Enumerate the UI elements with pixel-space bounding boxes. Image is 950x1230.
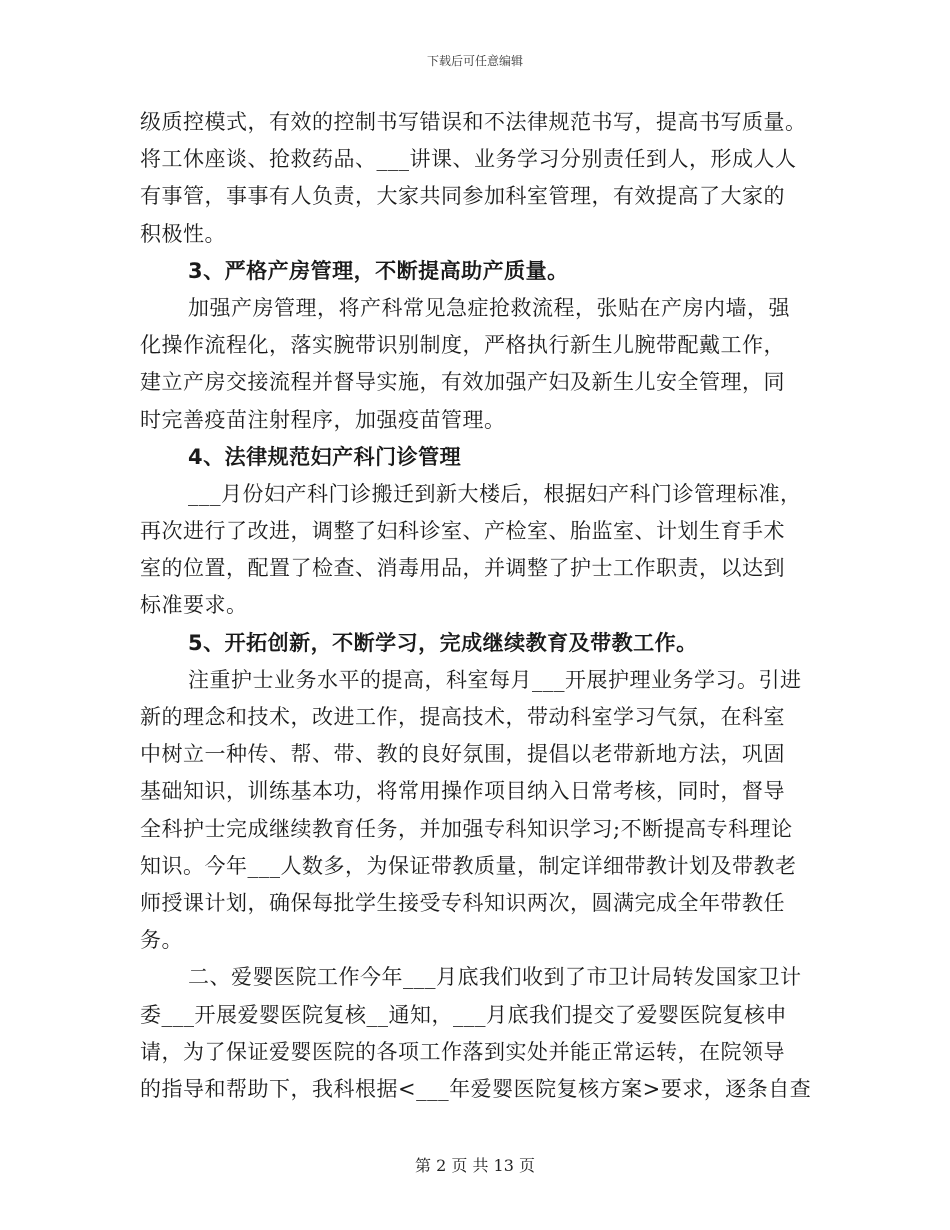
section-heading-5: 5、开拓创新，不断学习，完成继续教育及带教工作。 [188, 630, 698, 655]
body-line-22: 师授课计划，确保每批学生接受专科知识两次，圆满完成全年带教任 [140, 890, 785, 915]
document-body [140, 104, 812, 1108]
body-line-13: 室的位置，配置了检查、消毒用品，并调整了护士工作职责，以达到 [140, 556, 785, 581]
page-header: 下载后可任意编辑 [426, 54, 523, 68]
body-line-7: 化操作流程化，落实腕带识别制度，严格执行新生儿腕带配戴工作， [140, 333, 785, 358]
body-line-24: 二、爱婴医院工作今年___月底我们收到了市卫计局转发国家卫计 [188, 965, 802, 990]
section-heading-3: 3、严格产房管理，不断提高助产质量。 [188, 258, 569, 283]
body-line-23: 务。 [140, 928, 183, 953]
body-line-6: 加强产房管理，将产科常见急症抢救流程，张贴在产房内墙，强 [188, 295, 790, 320]
body-line-9: 时完善疫苗注射程序，加强疫苗管理。 [140, 407, 506, 432]
page-number: 第 2 页 共 13 页 [415, 1156, 535, 1175]
body-line-16: 注重护士业务水平的提高，科室每月___开展护理业务学习。引进 [188, 667, 802, 692]
body-line-8: 建立产房交接流程并督导实施，有效加强产妇及新生儿安全管理，同 [140, 370, 785, 395]
body-line-14: 标准要求。 [140, 593, 248, 618]
body-line-2: 将工休座谈、抢救药品、___讲课、业务学习分别责任到人，形成人人 [140, 147, 797, 172]
body-line-19: 基础知识，训练基本功，将常用操作项目纳入日常考核，同时，督导 [140, 779, 785, 804]
body-line-26: 请，为了保证爱婴医院的各项工作落到实处并能正常运转，在院领导 [140, 1039, 785, 1064]
body-line-21: 知识。今年___人数多，为保证带教质量，制定详细带教计划及带教老 [140, 853, 797, 878]
body-line-4: 积极性。 [140, 221, 226, 246]
body-line-11: ___月份妇产科门诊搬迁到新大楼后，根据妇产科门诊管理标准， [188, 481, 802, 506]
body-line-17: 新的理念和技术，改进工作，提高技术，带动科室学习气氛，在科室 [140, 705, 785, 729]
body-line-3: 有事管，事事有人负责，大家共同参加科室管理，有效提高了大家的 [140, 184, 785, 209]
body-line-12: 再次进行了改进，调整了妇科诊室、产检室、胎监室、计划生育手术 [140, 519, 785, 544]
body-line-1: 级质控模式，有效的控制书写错误和不法律规范书写，提高书写质量。 [140, 110, 807, 134]
body-line-20: 全科护士完成继续教育任务，并加强专科知识学习;不断提高专科理论 [140, 816, 793, 841]
body-line-18: 中树立一种传、帮、带、教的良好氛围，提倡以老带新地方法，巩固 [140, 742, 785, 767]
body-line-27: 的指导和帮助下，我科根据<___年爱婴医院复核方案>要求，逐条自查 [140, 1076, 812, 1101]
section-heading-4: 4、法律规范妇产科门诊管理 [188, 444, 462, 469]
body-line-25: 委___开展爱婴医院复核__通知，___月底我们提交了爱婴医院复核申 [140, 1002, 787, 1027]
